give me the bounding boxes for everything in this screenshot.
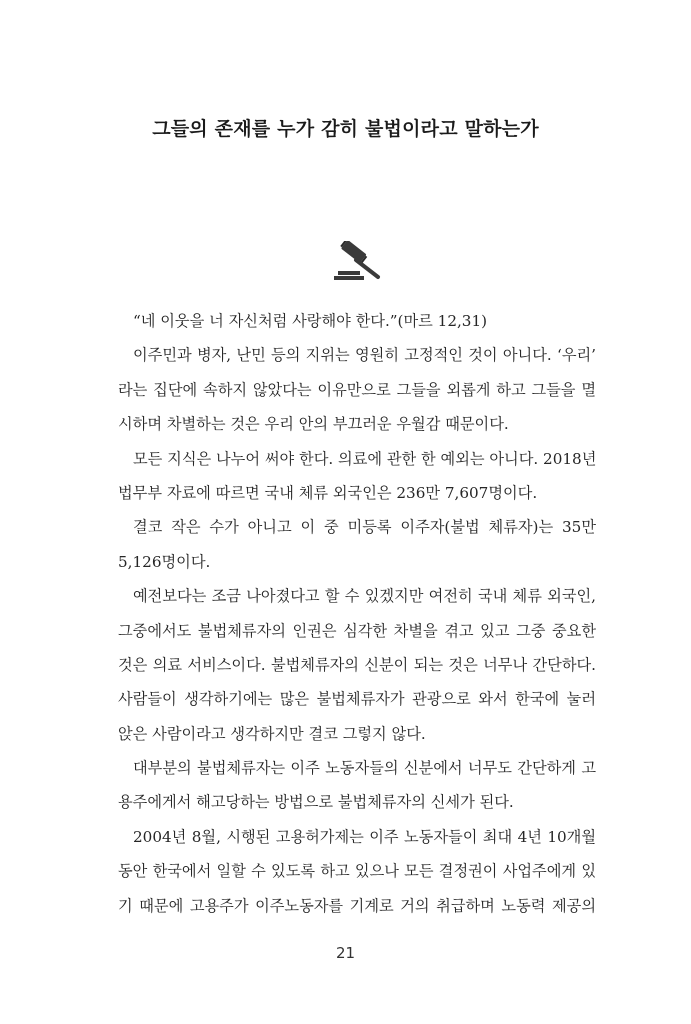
paragraph-line: 그중에서도 불법체류자의 인권은 심각한 차별을 겪고 있고 그중 중요한	[118, 621, 596, 640]
page-number: 21	[335, 944, 356, 962]
paragraph-line: 대부분의 불법체류자는 이주 노동자들의 신분에서 너무도 간단하게 고	[133, 759, 596, 778]
paragraph-line: 이주민과 병자, 난민 등의 지위는 영원히 고정적인 것이 아니다. ‘우리’	[133, 346, 596, 365]
paragraph-line: 라는 집단에 속하지 않았다는 이유만으로 그들을 외롭게 하고 그들을 멸	[118, 380, 596, 399]
paragraph-line: “네 이웃을 너 자신처럼 사랑해야 한다.”(마르 12,31)	[133, 312, 488, 330]
paragraph-line: 사람들이 생각하기에는 많은 불법체류자가 관광으로 와서 한국에 눌러	[118, 690, 596, 709]
paragraph-line: 2004년 8월, 시행된 고용허가제는 이주 노동자들이 최대 4년 10개월	[133, 827, 596, 846]
chapter-title: 그들의 존재를 누가 감히 불법이라고 말하는가	[152, 118, 539, 140]
paragraph-line: 결코 작은 수가 아니고 이 중 미등록 이주자(불법 체류자)는 35만	[133, 518, 596, 537]
gavel-icon	[332, 241, 384, 281]
paragraph-line: 예전보다는 조금 나아졌다고 할 수 있겠지만 여전히 국내 체류 외국인,	[133, 587, 596, 606]
paragraph-line: 모든 지식은 나누어 써야 한다. 의료에 관한 한 예외는 아니다. 2018년	[133, 449, 597, 468]
paragraph-line: 법무부 자료에 따르면 국내 체류 외국인은 236만 7,607명이다.	[118, 483, 538, 502]
paragraph-line: 동안 한국에서 일할 수 있도록 하고 있으나 모든 결정권이 사업주에게 있	[118, 862, 596, 881]
paragraph-line: 기 때문에 고용주가 이주노동자를 기계로 거의 취급하며 노동력 제공의	[118, 896, 596, 915]
body-text	[118, 304, 596, 923]
paragraph-line: 용주에게서 해고당하는 방법으로 불법체류자의 신세가 된다.	[118, 793, 514, 812]
paragraph-line: 것은 의료 서비스이다. 불법체류자의 신분이 되는 것은 너무나 간단하다.	[118, 655, 596, 674]
paragraph-line: 5,126명이다.	[118, 552, 211, 571]
paragraph-line: 시하며 차별하는 것은 우리 안의 부끄러운 우월감 때문이다.	[118, 415, 509, 434]
paragraph-line: 앉은 사람이라고 생각하지만 결코 그렇지 않다.	[118, 724, 426, 743]
